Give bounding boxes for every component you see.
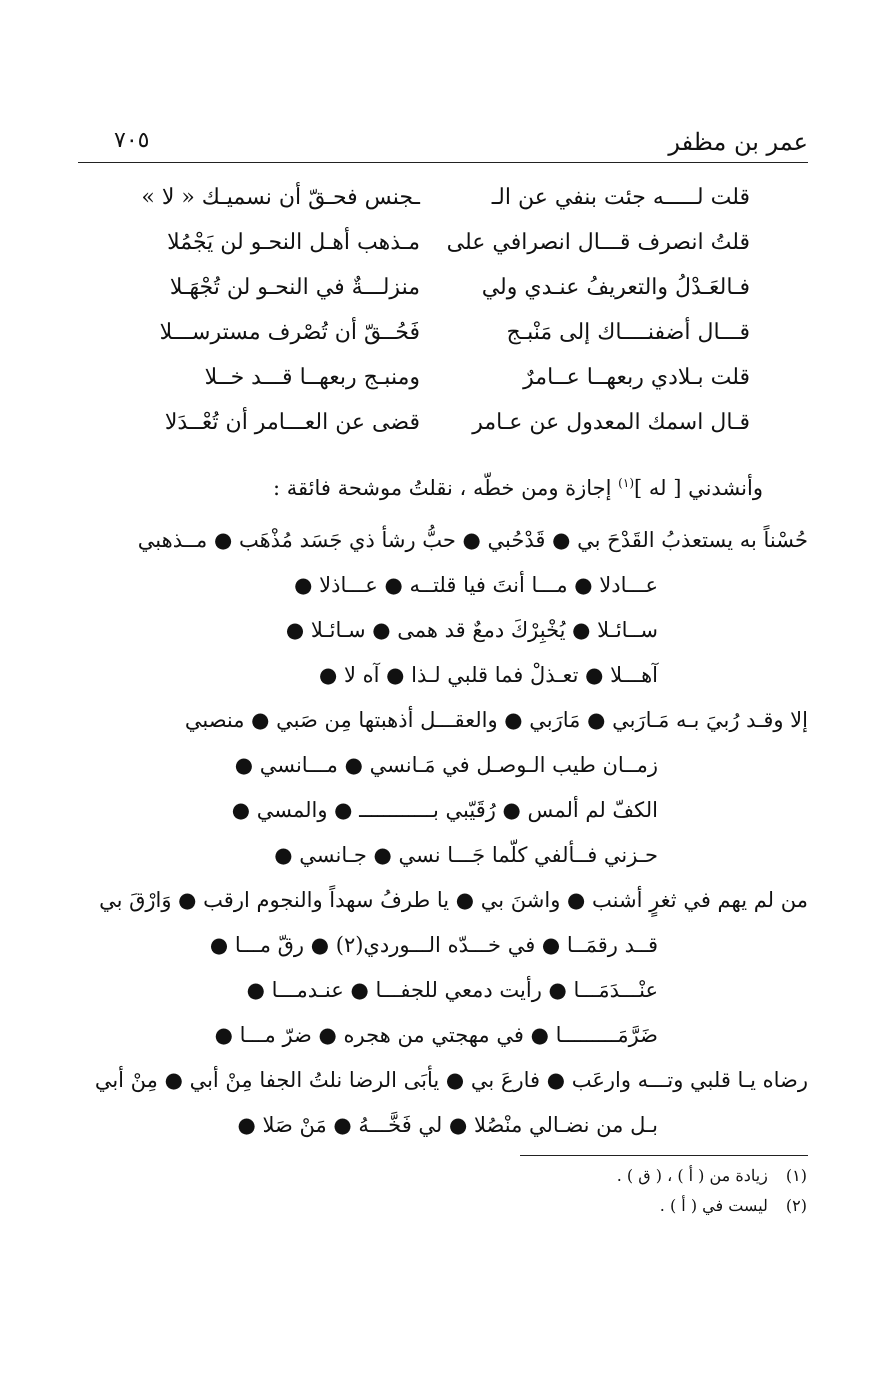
first-hemistich: فـالعَـدْلُ والتعريفُ عنـدي ولي bbox=[481, 275, 750, 300]
second-hemistich: منزلـــةٌ في النحـو لن تُجْهَـلا bbox=[169, 275, 420, 300]
first-hemistich: قلت بـلادي ربعهــا عــامرٌ bbox=[523, 365, 750, 390]
stanza-text: حُسْناً به يستعذبُ القَدْحَ بي ● قَدْحُبي ● حبُّ رشأ ذي جَسَد مُذْهَب ● مــذهبي bbox=[137, 528, 808, 552]
second-hemistich: فَحُــقّ أن تُصْرف مسترســـلا bbox=[159, 320, 420, 345]
first-hemistich: قـال اسمك المعدول عن عـامر bbox=[472, 410, 750, 435]
footnote-divider bbox=[520, 1155, 808, 1156]
footnote-text: ليست في ( أ ) . bbox=[659, 1196, 768, 1215]
running-title: عمر بن مظفر bbox=[668, 128, 808, 156]
stanza-text: بـل من نضـالي منْصُلا ● لي فَخَّـــهُ ● مَنْ صَلا ● bbox=[237, 1113, 658, 1137]
footnote-ref: (١) bbox=[618, 476, 634, 490]
stanza-sub-line bbox=[78, 663, 808, 708]
footnote-number: (٢) bbox=[785, 1196, 807, 1215]
intro-line bbox=[273, 476, 763, 500]
stanza-sub-line bbox=[78, 933, 808, 978]
second-hemistich: قضى عن العـــامر أن تُعْــدَلا bbox=[164, 410, 420, 435]
muwashshah bbox=[78, 528, 808, 1158]
stanza-sub-line bbox=[78, 753, 808, 798]
couplet bbox=[120, 185, 750, 230]
stanza-main-line bbox=[78, 1068, 808, 1113]
couplet bbox=[120, 275, 750, 320]
page-number: ٧٠٥ bbox=[114, 128, 150, 153]
stanza-sub-line bbox=[78, 1113, 808, 1158]
stanza-sub-line bbox=[78, 618, 808, 663]
stanza-main-line bbox=[78, 708, 808, 753]
footnotes bbox=[617, 1166, 807, 1226]
stanza-main-line bbox=[78, 528, 808, 573]
stanza-sub-line bbox=[78, 798, 808, 843]
first-hemistich: قـــال أضفنــــاك إلى مَنْبـج bbox=[506, 320, 750, 345]
stanza-text: الكفّ لم ألمس ● رُقَيّبي بــــــــــــ ● والمسي ● bbox=[231, 798, 658, 822]
poem-couplets bbox=[120, 185, 750, 455]
stanza-sub-line bbox=[78, 573, 808, 618]
page-header bbox=[78, 128, 808, 163]
stanza-text: عنْـــدَمَـــا ● رأيت دمعي للجفـــا ● عنـدمـــا ● bbox=[246, 978, 658, 1002]
stanza-text: قــد رقمَــا ● في خـــدّه الـــوردي(٢) ● رقّ مـــا ● bbox=[209, 933, 658, 957]
stanza-text: عـــادلا ● مـــا أنتَ فيا قلتــه ● عـــاذلا ● bbox=[294, 573, 658, 597]
first-hemistich: قلت لـــــه جئت بنفي عن الـ bbox=[491, 185, 750, 210]
stanza-main-line bbox=[78, 888, 808, 933]
stanza-sub-line bbox=[78, 843, 808, 888]
stanza-text: إلا وقـد رُبيَ بـه مَـارَبي ● مَارَبي ● والعقـــل أذهبتها مِن صَبي ● منصبي bbox=[184, 708, 808, 732]
stanza-text: رضاه يـا قلبي وتـــه وارعَب ● فارعَ بي ● يأبَى الرضا نلتُ الجفا مِنْ أبي ● مِنْ أبي bbox=[94, 1068, 808, 1092]
stanza-sub-line bbox=[78, 978, 808, 1023]
intro-text-after: إجازة ومن خطّه ، نقلتُ موشحة فائقة : bbox=[273, 476, 619, 500]
stanza-sub-line bbox=[78, 1023, 808, 1068]
intro-text-before: وأنشدني [ له ] bbox=[634, 476, 763, 500]
footnote-number: (١) bbox=[785, 1166, 807, 1185]
second-hemistich: مـذهب أهـل النحـو لن يَجْمُلا bbox=[167, 230, 420, 255]
stanza-text: زمــان طيب الـوصـل في مَـانسي ● مـــانسي ● bbox=[234, 753, 658, 777]
first-hemistich: قلتُ انصرف قـــال انصرافي على bbox=[446, 230, 750, 255]
footnote-text: زيادة من ( أ ) ، ( ق ) . bbox=[616, 1166, 768, 1185]
footnote bbox=[617, 1196, 807, 1226]
stanza-text: من لم يهم في ثغرٍ أشنب ● واشنَ بي ● يا طرفُ سهداً والنجوم ارقب ● وَارْقَ بي bbox=[99, 888, 808, 912]
couplet bbox=[120, 230, 750, 275]
stanza-text: آهـــلا ● تعـذلْ فما قلبي لـذا ● آه لا ● bbox=[319, 663, 658, 687]
stanza-text: ضَرَّمَـــــــــا ● في مهجتي من هجره ● ضرّ مـــا ● bbox=[214, 1023, 658, 1047]
stanza-text: ســائـلا ● يُخْبِرْكَ دمعٌ قد همى ● سـائـلا ● bbox=[285, 618, 658, 642]
couplet bbox=[120, 365, 750, 410]
couplet bbox=[120, 320, 750, 365]
couplet bbox=[120, 410, 750, 455]
stanza-text: حـزني فــألفي كلّما جَـــا نسي ● جـانسي ● bbox=[274, 843, 658, 867]
second-hemistich: ومنبـج ربعهــا قـــد خــلا bbox=[204, 365, 420, 390]
footnote bbox=[617, 1166, 807, 1196]
second-hemistich: ـجنس فحـقّ أن نسميـك « لا » bbox=[141, 185, 420, 210]
